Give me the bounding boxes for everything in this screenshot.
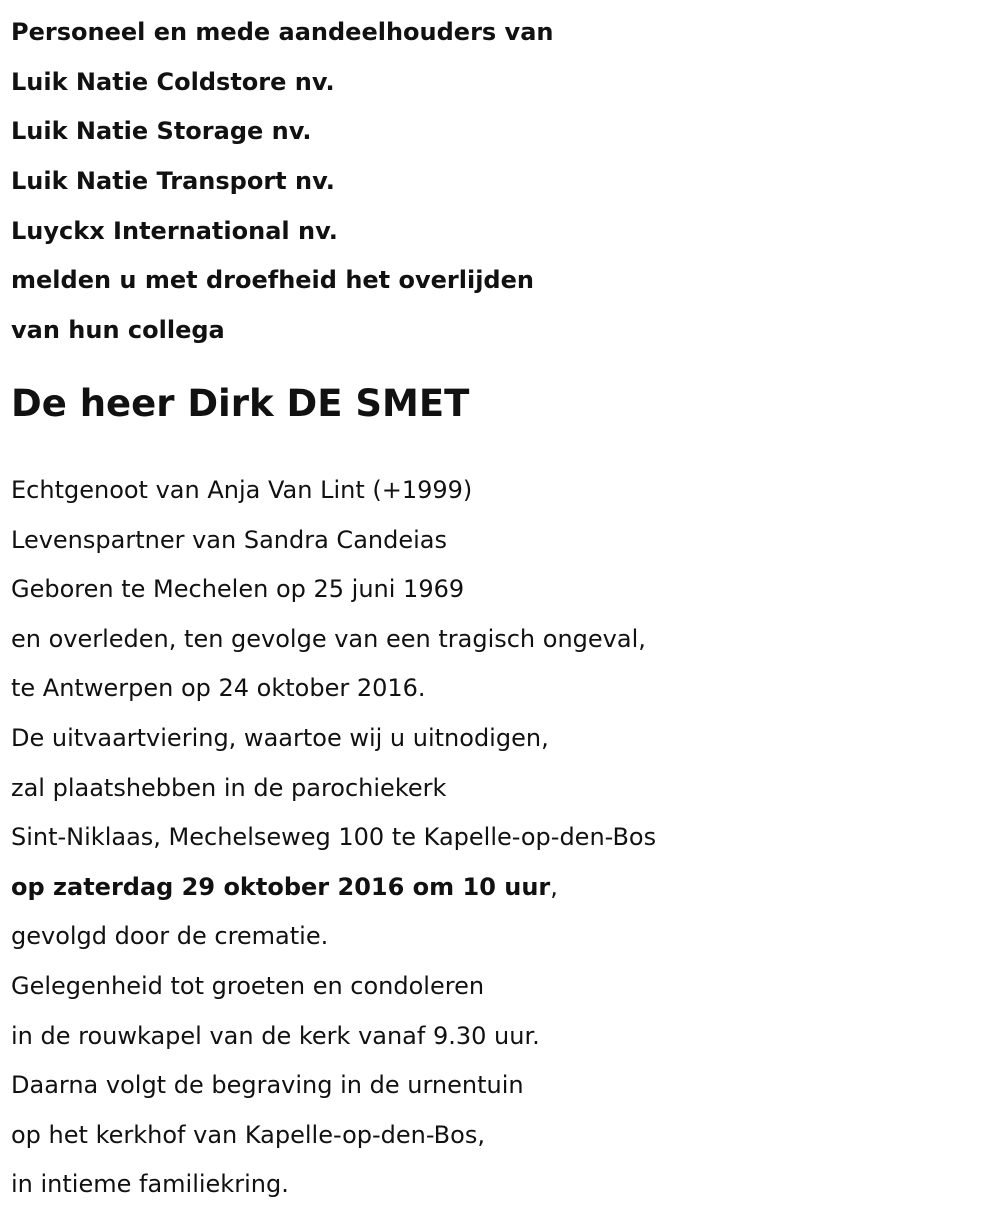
condolence-line: Gelegenheid tot groeten en condoleren xyxy=(11,971,485,1000)
condolence-place-line: in de rouwkapel van de kerk vanaf 9.30 uur. xyxy=(11,1021,540,1050)
obituary-details xyxy=(11,466,656,1210)
header-line: Luik Natie Transport nv. xyxy=(11,167,335,196)
birth-line: Geboren te Mechelen op 25 juni 1969 xyxy=(11,575,465,604)
burial-place-line: op het kerkhof van Kapelle-op-den-Bos, xyxy=(11,1120,485,1149)
death-place-line: te Antwerpen op 24 oktober 2016. xyxy=(11,674,426,703)
header-line: van hun collega xyxy=(11,316,225,345)
header-line: Personeel en mede aandeelhouders van xyxy=(11,18,554,46)
header-line: Luik Natie Storage nv. xyxy=(11,117,312,146)
funeral-date-line xyxy=(11,863,656,913)
funeral-church-line: zal plaatshebben in de parochiekerk xyxy=(11,773,447,802)
header-line: Luyckx International nv. xyxy=(11,216,338,245)
deceased-name: De heer Dirk DE SMET xyxy=(11,382,470,425)
burial-line: Daarna volgt de begraving in de urnentuin xyxy=(11,1071,524,1100)
header-line: melden u met droefheid het overlijden xyxy=(11,266,534,295)
death-cause-line: en overleden, ten gevolge van een tragisch ongeval, xyxy=(11,624,646,653)
header-line: Luik Natie Coldstore nv. xyxy=(11,67,335,96)
funeral-invite-line: De uitvaartviering, waartoe wij u uitnodigen, xyxy=(11,723,549,752)
partner-line: Levenspartner van Sandra Candeias xyxy=(11,525,447,554)
funeral-date-suffix: , xyxy=(550,872,558,901)
funeral-date-bold: op zaterdag 29 oktober 2016 om 10 uur xyxy=(11,872,551,901)
funeral-address-line: Sint-Niklaas, Mechelseweg 100 te Kapelle-op-den-Bos xyxy=(11,823,657,852)
family-circle-line: in intieme familiekring. xyxy=(11,1170,289,1199)
cremation-line: gevolgd door de crematie. xyxy=(11,922,329,951)
spouse-line: Echtgenoot van Anja Van Lint (+1999) xyxy=(11,476,473,504)
announcement-header xyxy=(11,8,553,356)
